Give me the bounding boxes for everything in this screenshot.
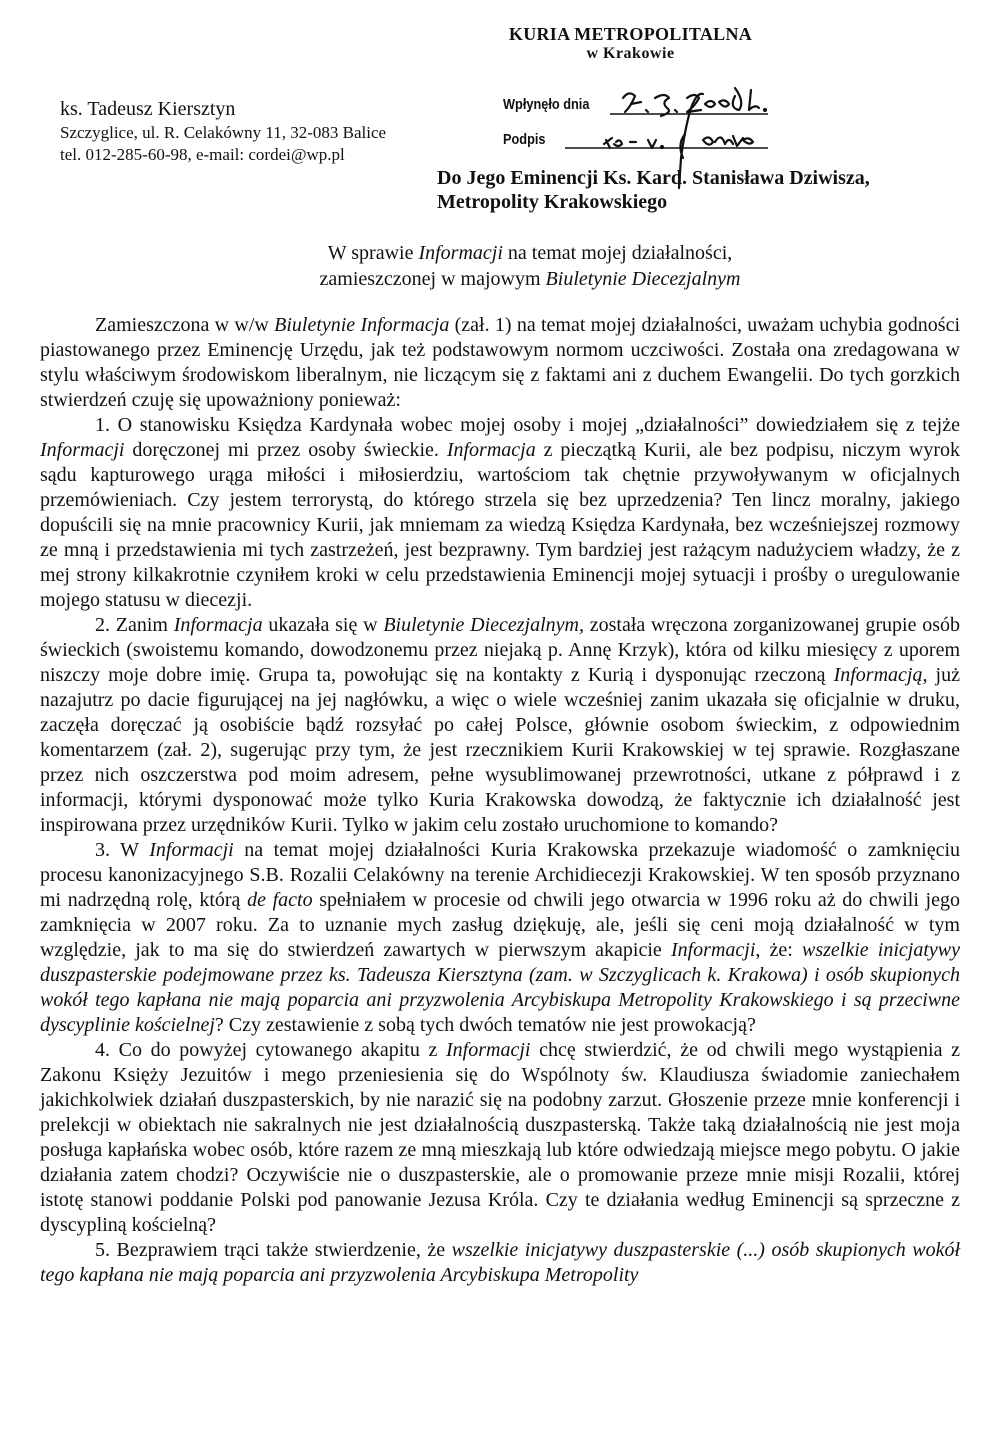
stamp-received-label: Wpłynęło dnia [503, 96, 590, 113]
paragraph-2: 2. Zanim Informacja ukazała się w Biuletynie Diecezjalnym, została wręczona zorganizowanej grupie osób świeckich (swoistemu komando, dowodzonemu przez niejaką p. Annę Krzyk), która od kilku miesięcy z uporem niszczy moje dobre imię. Grupa ta, powołując się na kontakty z Kurią i dysponując rzeczoną Informacją, już nazajutrz po dacie figurującej na jej nagłówku, a więc o wiele wcześniej zanim ukazała się oficjalnie w druku, zaczęła doręczać ją osobiście bądź rozsyłać po całej Polsce, głównie osobom świeckim, z odpowiednim komentarzem (zał. 2), sugerując przy tym, że jest rzecznikiem Kurii Krakowskiej w tej sprawie. Rozgłaszane przez nich oszczerstwa pod moim adresem, pełne wysublimowanej przewrotności, utkane z półprawd i z informacji, którymi dysponować może tylko Kuria Krakowska dowodzą, że faktycznie ich działalność jest inspirowana przez urzędników Kurii. Tylko w jakim celu zostało uruchomione to komando? [40, 614, 960, 836]
sender-name: ks. Tadeusz Kiersztyn [60, 98, 236, 120]
paragraph-4: 4. Co do powyżej cytowanego akapitu z Informacji chcę stwierdzić, że od chwili mego wystąpienia z Zakonu Księży Jezuitów i mego przeniesienia się do Wspólnoty św. Klaudiusza świadomie zaniechałem jakichkolwiek działań duszpasterskich, by nie narazić się na podobny zarzut. Głoszenie przeze mnie konferencji i prelekcji w obiektach nie sakralnych nie jest działalnością duszpasterską. Także taką działalnością nie jest moja posługa kapłańska wobec osób, które razem ze mną mieszkają lub które odwiedzają miejsce mego pobytu. O jakie działania zatem chodzi? Oczywiście nie o duszpasterskie, ale o promowanie przeze mnie misji Rozalii, której istotę stanowi poddanie Polski pod panowanie Jezusa Króla. Czy te działania według Eminencji są sprzeczne z dyscypliną kościelną? [40, 1039, 961, 1236]
stamp-signature-label: Podpis [503, 131, 546, 148]
recipient-line-1: Do Jego Eminencji Ks. Kard. Stanisława Dziwisza, [437, 167, 870, 189]
paragraph-5: 5. Bezprawiem trąci także stwierdzenie, że wszelkie inicjatywy duszpasterskie (...) osób skupionych wokół tego kapłana nie mają poparcia ani przyzwolenia Arcybiskupa Metropolity [40, 1239, 960, 1286]
paragraph-intro: Zamieszczona w w/w Biuletynie Informacja (zał. 1) na temat mojej działalności, uważam uchybia godności piastowanego przez Eminencję Urzędu, jak też podstawowym normom uczciwości. Została ona zredagowana w stylu właściwym środowiskom liberalnym, nie liczącym się z faktami ani z duchem Ewangelii. Do tych gorzkich stwierdzeń czuję się upoważniony ponieważ: [40, 314, 961, 411]
sender-address: Szczyglice, ul. R. Celakówny 11, 32-083 Balice [60, 123, 387, 142]
subject-line-2: zamieszczonej w majowym Biuletynie Diecezjalnym [319, 268, 741, 290]
sender-contact: tel. 012-285-60-98, e-mail: cordei@wp.pl [60, 145, 345, 164]
recipient-line-2: Metropolity Krakowskiego [437, 191, 668, 213]
recipient-block [437, 166, 870, 214]
paragraph-1: 1. O stanowisku Księdza Kardynała wobec mojej osoby i mojej „działalności” dowiedziałem się z tejże Informacji doręczonej mi przez osoby świeckie. Informacja z pieczątką Kurii, ale bez podpisu, niczym wyrok sądu kapturowego urąga miłości i miłosierdziu, wartościom tak chętnie przywoływanym w oficjalnych przemówieniach. Czy jestem terrorystą, do którego strzela się bez uprzedzenia? Ten lincz moralny, jakiego dopuścili się na mnie pracownicy Kurii, jak mniemam za wiedzą Księdza Kardynała, bez wcześniejszej rozmowy ze mną i przedstawienia mi tych zastrzeżeń, jest bezprawny. Tym bardziej jest rażącym nadużyciem władzy, że z mej strony kilkakrotnie czyniłem kroki w celu przedstawienia Eminencji mojej sytuacji i prośby o uregulowanie mojego statusu w diecezji. [40, 414, 960, 611]
handwriting-signature-icon [503, 24, 833, 184]
letter-subject [0, 240, 1000, 292]
sender-block [60, 96, 386, 166]
stamp-city: w Krakowie [586, 45, 675, 62]
subject-line-1: W sprawie Informacji na temat mojej działalności, [327, 242, 733, 264]
stamp-institution: KURIA METROPOLITALNA [508, 24, 753, 44]
paragraph-3: 3. W Informacji na temat mojej działalności Kuria Krakowska przekazuje wiadomość o zamknięciu procesu kanonizacyjnego S.B. Rozalii Celakówny na terenie Archidiecezji Krakowskiej. W ten sposób przyznano mi nadrzędną rolę, którą de facto spełniałem w procesie od chwili jego otwarcia w 1996 roku aż do chwili jego zamknięcia w 2007 roku. Za to uznanie mych zasług dziękuję, ale, jeśli się ceni moją działalność w tym względzie, jak to ma się do stwierdzeń zawartych w pierwszym akapicie Informacji, że: wszelkie inicjatywy duszpasterskie podejmowane przez ks. Tadeusza Kiersztyna (zam. w Szczyglicach k. Krakowa) i osób skupionych wokół tego kapłana nie mają poparcia ani przyzwolenia Arcybiskupa Metropolity Krakowskiego i są przeciwne dyscyplinie kościelnej? Czy zestawienie z sobą tych dwóch tematów nie jest prowokacją? [40, 839, 961, 1036]
letter-body [40, 313, 960, 1288]
